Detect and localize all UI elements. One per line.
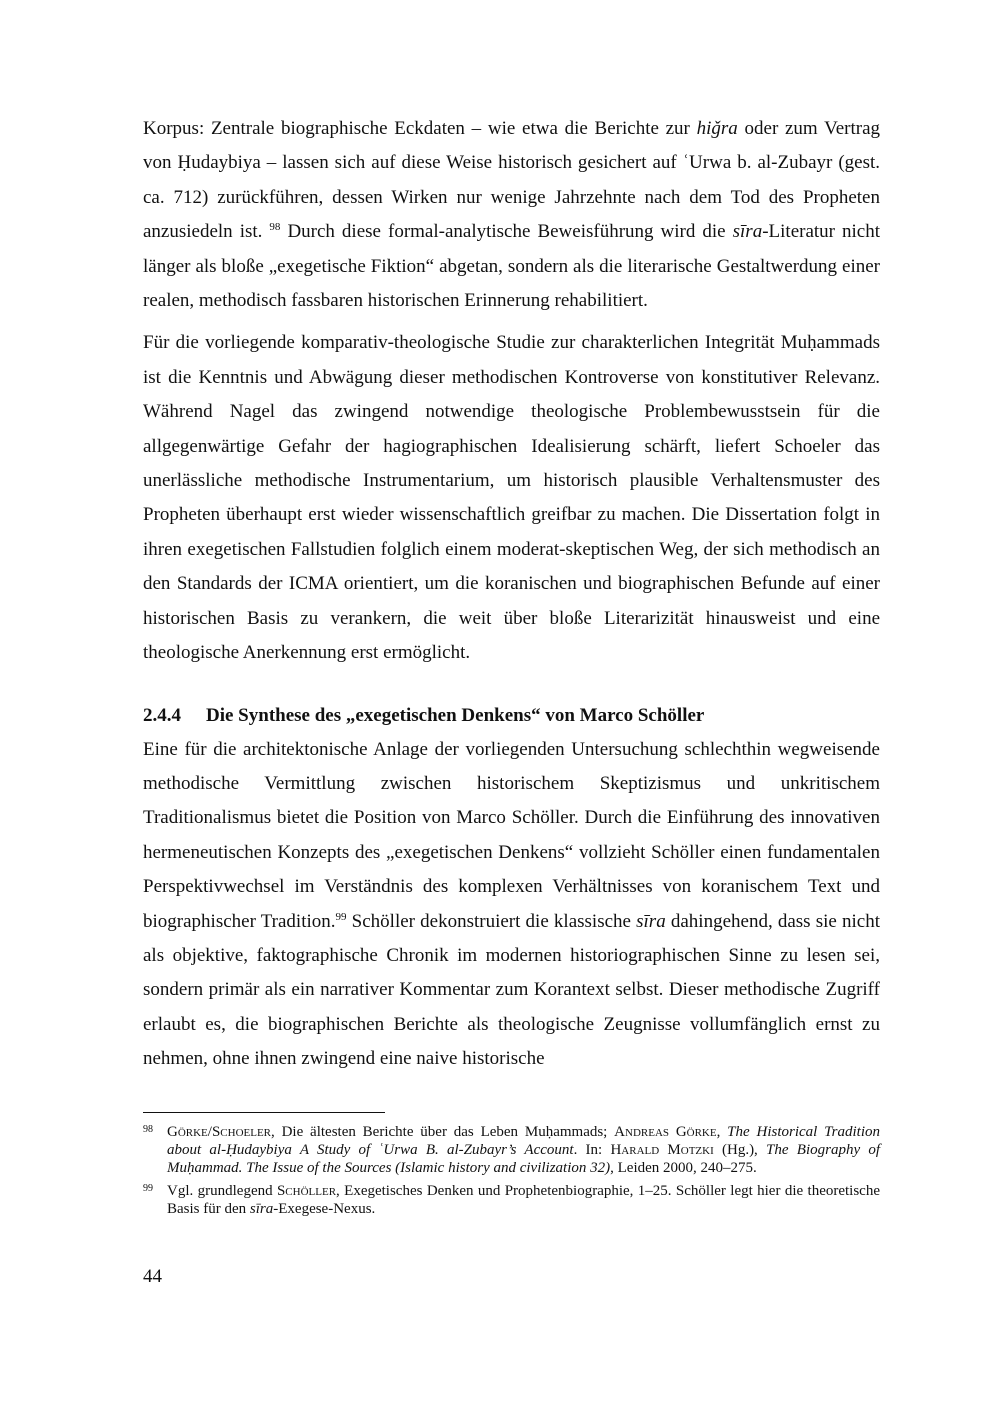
page-number: 44 xyxy=(143,1266,162,1287)
footnote-number: 98 xyxy=(143,1124,153,1135)
section-title: Die Synthese des „exegetischen Denkens“ von Marco Schöller xyxy=(206,704,705,726)
footnote-99 xyxy=(143,1182,880,1218)
footnote-divider xyxy=(143,1112,385,1113)
footnote-text: Görke/Schoeler, Die ältesten Berichte über das Leben Muḥammads; Andreas Görke, The Historical Tradition about al-Ḥudaybiya A Study of ʿUrwa B. al-Zubayr’s Account. In: Harald Motzki (Hg.), The Biography of Muḥammad. The Issue of the Sources (Islamic history and civilization 32), Leiden 2000, 240–275. xyxy=(167,1124,881,1177)
term-sira: sīra xyxy=(732,221,763,243)
term-hijra: hiǧra xyxy=(696,118,738,139)
section-heading xyxy=(143,699,880,733)
footnote-number: 99 xyxy=(143,1182,153,1194)
page-body xyxy=(143,112,880,1077)
section-number: 2.4.4 xyxy=(143,704,181,726)
footnote-98 xyxy=(143,1123,880,1178)
paragraph-1: Korpus: Zentrale biographische Eckdaten – wie etwa die Berichte zur hiǧra oder zum Vertrag von Ḥudaybiya – lassen sich auf diese Weise historisch gesichert auf ʿUrwa b. al-Zubayr (gest. ca. 712) zurückführen, dessen Wirken nur wenige Jahrzehnte nach dem Tod des Propheten anzusiedeln ist. $^{98}$ Durch diese formal-analytische Beweisführung wird die sīra-Literatur nicht länger als bloße „exegetische Fiktion“ abgetan, sondern als die literarische Gestaltwerdung einer realen, methodisch fassbaren historischen Erinnerung rehabilitiert. xyxy=(143,118,881,312)
paragraph-2: Für die vorliegende komparativ-theologische Studie zur charakterlichen Integrität Muḥammads ist die Kenntnis und Abwägung dieser methodischen Kontroverse von konstitutiver Relevanz. Während Nagel das zwingend notwendige theologische Problembewusstsein für die allgegenwärtige Gefahr der hagiographischen Idealisierung schärft, liefert Schoeler das unerlässliche methodische Instrumentarium, um historisch plausible Verhaltensmuster des Propheten überhaupt erst wieder wissenschaftlich greifbar zu machen. Die Dissertation folgt in ihren exegetischen Fallstudien folglich einem moderat-skeptischen Weg, der sich methodisch an den Standards der ICMA orientiert, um die koranischen und biographischen Befunde auf einer historischen Basis zu verankern, die weit über bloße Literarizität hinausweist und eine theologische Anerkennung erst ermöglicht. xyxy=(143,332,880,664)
footnotes xyxy=(143,1112,880,1222)
footnote-text: Vgl. grundlegend Schöller, Exegetisches Denken und Prophetenbiographie, 1–25. Schöller legt hier die theoretische Basis für den sīra-Exegese-Nexus. xyxy=(167,1182,880,1217)
footnote-ref-99[interactable]: 99 xyxy=(335,910,347,923)
paragraph-3: Eine für die architektonische Anlage der vorliegenden Untersuchung schlechthin wegweisende methodische Vermittlung zwischen historischem Skeptizismus und unkritischem Traditionalismus bietet die Position von Marco Schöller. Durch die Einführung des innovativen hermeneutischen Konzepts des „exegetischen Denkens“ vollzieht Schöller einen fundamentalen Perspektivwechsel im Verständnis des komplexen Verhältnisses von koranischem Text und biographischer Tradition.$^{99}$ Schöller dekonstruiert die klassische sīra dahingehend, dass sie nicht als objektive, faktographische Chronik im modernen historiographischen Sinne zu lesen sei, sondern primär als ein narrativer Kommentar zum Korantext selbst. Dieser methodische Zugriff erlaubt es, die biographischen Berichte als theologische Zeugnisse vollumfänglich ernst zu nehmen, ohne ihnen zwingend eine naive historische xyxy=(143,738,880,1070)
term-sira: sīra xyxy=(636,910,666,932)
footnote-ref-98[interactable]: 98 xyxy=(269,221,281,234)
